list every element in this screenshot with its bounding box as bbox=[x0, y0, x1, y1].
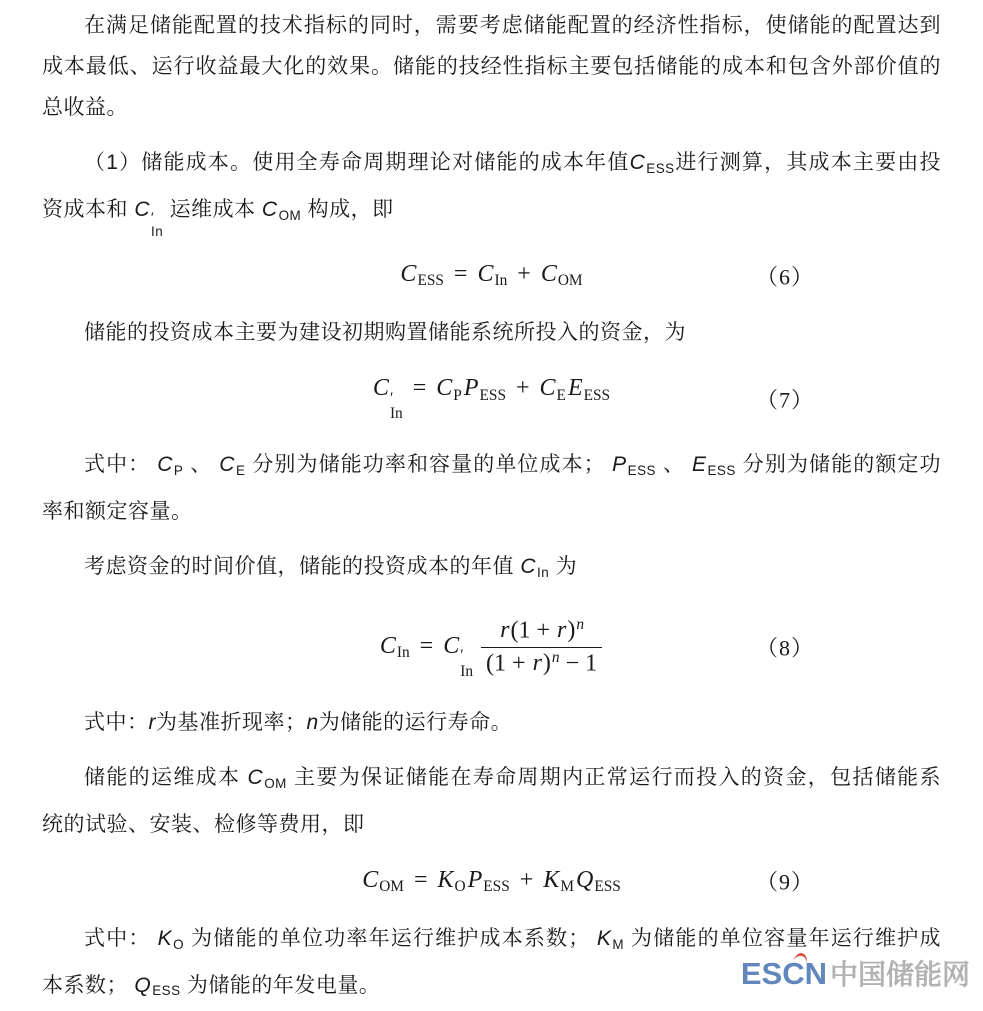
math-var-base: C bbox=[219, 453, 235, 477]
text-run bbox=[84, 321, 686, 344]
math-var bbox=[543, 867, 574, 893]
math-var-base: P bbox=[612, 453, 627, 477]
equation-number: （8） bbox=[756, 635, 815, 661]
math-subscript: ESS bbox=[583, 386, 611, 404]
math-subscript: P bbox=[173, 463, 184, 479]
text-run: 为储能的运行寿命。 bbox=[318, 710, 513, 734]
math-subscript: In bbox=[460, 662, 474, 680]
text-run: 为储能的单位功率年运行维护成本系数； bbox=[184, 926, 597, 950]
equation-number: （6） bbox=[756, 264, 815, 290]
text-run: 式中： bbox=[84, 453, 158, 477]
math-var bbox=[691, 453, 736, 479]
math-subscript: ESS bbox=[594, 877, 621, 895]
math-var-base: K bbox=[157, 926, 173, 950]
text-run bbox=[42, 500, 193, 523]
text-run bbox=[42, 974, 134, 997]
math-var-base: C bbox=[134, 197, 151, 221]
text-run bbox=[163, 198, 262, 221]
math-var bbox=[557, 617, 566, 643]
text-run bbox=[181, 974, 381, 997]
text-run: ) bbox=[567, 617, 576, 644]
watermark-site-name: 中国储能网 bbox=[829, 959, 970, 990]
math-subscript: ESS bbox=[479, 386, 506, 404]
math-subscript: OM bbox=[264, 775, 287, 791]
math-var bbox=[597, 927, 624, 950]
equation bbox=[42, 367, 941, 430]
text-run bbox=[84, 14, 941, 37]
text-run bbox=[319, 711, 513, 734]
text-line bbox=[42, 491, 941, 532]
equation-body bbox=[361, 867, 622, 896]
math-var bbox=[149, 711, 157, 734]
math-var-base: C bbox=[443, 632, 460, 659]
math-var-base: C bbox=[436, 375, 453, 402]
math-var bbox=[219, 453, 246, 479]
text-run bbox=[84, 555, 520, 578]
math-var bbox=[438, 867, 466, 893]
watermark-escn-c-letter: C bbox=[782, 956, 805, 991]
text-run: 为基准折现率； bbox=[156, 710, 307, 734]
text-run bbox=[567, 617, 584, 643]
math-subscript: In bbox=[151, 223, 164, 239]
math-subscript: M bbox=[612, 936, 625, 952]
math-var-base: r bbox=[557, 617, 567, 644]
text-run bbox=[183, 453, 219, 476]
math-var bbox=[520, 555, 549, 578]
math-var-base: Q bbox=[575, 866, 594, 893]
math-var-base: K bbox=[543, 866, 560, 893]
math-var bbox=[612, 453, 657, 479]
equation bbox=[42, 859, 941, 904]
equation-body bbox=[399, 261, 583, 290]
text-run bbox=[560, 650, 598, 676]
math-subscript: ESS bbox=[417, 272, 444, 290]
math-superscript: n bbox=[551, 648, 560, 666]
text-line bbox=[42, 312, 941, 353]
math-var bbox=[567, 375, 611, 404]
math-var-base: r bbox=[500, 617, 510, 644]
math-subscript: ESS bbox=[646, 160, 675, 176]
text-run bbox=[156, 711, 307, 734]
watermark-escn-es: ES bbox=[740, 956, 783, 991]
math-var bbox=[436, 375, 462, 404]
math-var-base: r bbox=[148, 710, 156, 734]
watermark-escn bbox=[741, 956, 827, 992]
text-run bbox=[287, 766, 941, 789]
text-run: 、 bbox=[183, 453, 220, 477]
text-run bbox=[736, 453, 941, 476]
text-run: 为储能的单位容量年运行维护成 bbox=[624, 926, 941, 950]
text-run: (1 + bbox=[486, 650, 532, 677]
text-line bbox=[42, 142, 941, 189]
math-prime-sub-stack bbox=[460, 648, 473, 679]
math-var bbox=[262, 198, 301, 221]
math-var-base: C bbox=[539, 375, 556, 402]
math-subscript: ESS bbox=[627, 463, 657, 479]
math-operator: = bbox=[412, 375, 427, 402]
math-operator: + bbox=[515, 375, 530, 402]
math-var-base: C bbox=[520, 555, 537, 579]
math-subscript: OM bbox=[379, 877, 404, 895]
text-run: 式中： bbox=[84, 710, 149, 734]
paragraph bbox=[42, 142, 941, 239]
math-var-base: K bbox=[596, 926, 612, 950]
paragraph bbox=[42, 312, 941, 353]
math-var bbox=[157, 453, 184, 479]
math-var-base: P bbox=[467, 866, 483, 893]
text-run: 为储能的年发电量。 bbox=[180, 973, 381, 997]
math-var bbox=[576, 867, 621, 893]
math-operator: = bbox=[453, 261, 468, 288]
math-prime: ′ bbox=[389, 389, 394, 407]
text-run: 分别为储能的额定功 bbox=[735, 453, 941, 477]
math-var-base: C bbox=[477, 261, 494, 288]
math-var bbox=[380, 633, 410, 659]
fraction bbox=[481, 615, 602, 679]
text-run: 、 bbox=[656, 453, 692, 477]
text-run bbox=[84, 927, 158, 950]
equation-number: （9） bbox=[756, 869, 815, 895]
watermark-logo bbox=[741, 953, 970, 993]
text-run: 分别为储能功率和容量的单位成本； bbox=[245, 453, 613, 477]
text-line bbox=[42, 702, 941, 743]
text-run bbox=[42, 55, 941, 78]
math-var-base: C bbox=[400, 261, 417, 288]
text-run: (1 + bbox=[510, 617, 556, 644]
text-run bbox=[184, 927, 597, 950]
equation bbox=[42, 253, 941, 298]
math-var-base: C bbox=[261, 197, 278, 221]
math-var-base: P bbox=[463, 375, 479, 402]
paragraph bbox=[42, 444, 941, 532]
text-run: 总收益。 bbox=[42, 96, 128, 119]
paragraph bbox=[42, 5, 941, 128]
text-line bbox=[42, 87, 941, 128]
math-var-base: n bbox=[306, 710, 319, 734]
paragraph bbox=[42, 702, 941, 743]
math-var bbox=[477, 261, 508, 290]
math-prime-sub-stack bbox=[151, 211, 163, 239]
math-prime: ′ bbox=[151, 210, 155, 226]
math-operator: = bbox=[419, 632, 434, 659]
text-run bbox=[42, 813, 365, 836]
text-line bbox=[42, 757, 941, 804]
text-run: 资成本和 bbox=[42, 197, 135, 221]
equation-body bbox=[379, 615, 604, 680]
text-run: 构成，即 bbox=[301, 197, 394, 221]
math-var bbox=[400, 261, 444, 290]
math-var bbox=[533, 650, 542, 676]
math-prime-sub-stack bbox=[390, 391, 403, 422]
equation-body bbox=[372, 375, 611, 422]
math-subscript: E bbox=[235, 463, 246, 479]
math-var bbox=[463, 375, 506, 404]
text-run: ) bbox=[542, 650, 551, 677]
text-run bbox=[42, 198, 134, 221]
math-var-base: K bbox=[437, 866, 454, 893]
paragraph bbox=[42, 546, 941, 593]
text-run: − 1 bbox=[559, 650, 598, 677]
math-subscript: In bbox=[494, 272, 508, 290]
text-run bbox=[543, 650, 560, 676]
math-subscript: In bbox=[537, 564, 550, 580]
math-subscript: ESS bbox=[152, 983, 181, 999]
watermark-escn-c bbox=[782, 956, 804, 992]
math-var-base: C bbox=[379, 632, 396, 659]
text-run: 式中： bbox=[84, 926, 158, 950]
math-var bbox=[540, 261, 583, 290]
math-superscript: n bbox=[576, 615, 585, 633]
math-operator: + bbox=[517, 261, 531, 288]
text-run: （1）储能成本。使用全寿命周期理论对储能的成本年值 bbox=[84, 151, 630, 174]
math-var bbox=[468, 867, 510, 893]
equation bbox=[42, 607, 941, 688]
text-run bbox=[84, 453, 157, 476]
text-run bbox=[42, 96, 128, 119]
text-run bbox=[84, 711, 149, 734]
math-subscript: O bbox=[454, 877, 466, 895]
text-run bbox=[656, 453, 692, 476]
text-line bbox=[42, 444, 941, 491]
text-line bbox=[42, 5, 941, 46]
math-var bbox=[539, 375, 566, 404]
math-var-base: C bbox=[362, 866, 379, 893]
equation-number: （7） bbox=[756, 387, 815, 413]
math-var bbox=[158, 927, 184, 950]
text-run: 储能的投资成本主要为建设初期购置储能系统所投入的资金，为 bbox=[84, 321, 686, 345]
math-var-base: C bbox=[540, 261, 557, 288]
math-var-base: C bbox=[247, 765, 264, 789]
text-run: 在满足储能配置的技术指标的同时，需要考虑储能配置的经济性指标，使储能的配置达到 bbox=[84, 14, 941, 37]
text-run: 进行测算，其成本主要由投 bbox=[674, 151, 941, 174]
math-var-base: C bbox=[157, 453, 173, 477]
math-var bbox=[443, 632, 474, 680]
fraction-numerator bbox=[481, 615, 602, 647]
text-line bbox=[42, 804, 941, 845]
text-line bbox=[42, 46, 941, 87]
math-var bbox=[362, 867, 404, 893]
math-var-base: E bbox=[567, 375, 583, 402]
text-run bbox=[84, 766, 248, 789]
text-run bbox=[624, 927, 941, 950]
text-run: 主要为保证储能在寿命周期内正常运行而投入的资金，包括储能系 bbox=[286, 765, 941, 789]
math-var-base: E bbox=[691, 453, 707, 477]
fraction-denominator bbox=[481, 647, 602, 680]
math-var bbox=[134, 197, 164, 239]
text-run bbox=[245, 453, 612, 476]
text-run: 为 bbox=[549, 555, 578, 579]
math-subscript: In bbox=[396, 643, 410, 661]
text-run bbox=[486, 650, 532, 676]
math-operator: = bbox=[413, 866, 428, 893]
math-var bbox=[134, 974, 180, 997]
math-var-base: r bbox=[532, 650, 542, 677]
math-subscript: ESS bbox=[707, 463, 736, 479]
math-operator: + bbox=[519, 866, 534, 893]
math-var bbox=[307, 711, 319, 734]
math-var bbox=[630, 151, 675, 174]
text-line bbox=[42, 546, 941, 593]
math-prime: ′ bbox=[460, 647, 464, 665]
text-line bbox=[42, 189, 941, 239]
math-var-base: C bbox=[629, 151, 646, 174]
math-var bbox=[248, 766, 287, 789]
math-subscript: O bbox=[173, 936, 185, 952]
text-run: 率和额定容量。 bbox=[42, 500, 193, 524]
math-subscript: M bbox=[560, 877, 574, 895]
text-run: 运维成本 bbox=[163, 197, 262, 221]
text-run bbox=[510, 617, 556, 643]
text-run: 本系数； bbox=[42, 973, 135, 997]
text-run: 成本最低、运行收益最大化的效果。储能的技经性指标主要包括储能的成本和包含外部价值的 bbox=[42, 55, 941, 78]
watermark-escn-n: N bbox=[804, 956, 827, 991]
math-var bbox=[372, 375, 403, 423]
math-var-base: C bbox=[372, 375, 389, 402]
text-run: 统的试验、安装、检修等费用，即 bbox=[42, 812, 365, 836]
math-subscript: ESS bbox=[483, 877, 510, 895]
math-subscript: OM bbox=[557, 272, 583, 290]
math-var-base: Q bbox=[134, 973, 152, 997]
math-subscript: OM bbox=[278, 207, 302, 223]
text-run bbox=[675, 151, 941, 174]
math-var bbox=[500, 617, 509, 643]
text-run: 考虑资金的时间价值，储能的投资成本的年值 bbox=[84, 555, 521, 579]
text-run bbox=[84, 151, 630, 174]
math-subscript: P bbox=[453, 386, 462, 404]
text-run: 储能的运维成本 bbox=[84, 765, 248, 789]
text-run bbox=[301, 198, 393, 221]
paragraph bbox=[42, 757, 941, 845]
math-subscript: E bbox=[556, 386, 566, 404]
text-run bbox=[549, 555, 577, 578]
math-subscript: In bbox=[389, 405, 403, 423]
